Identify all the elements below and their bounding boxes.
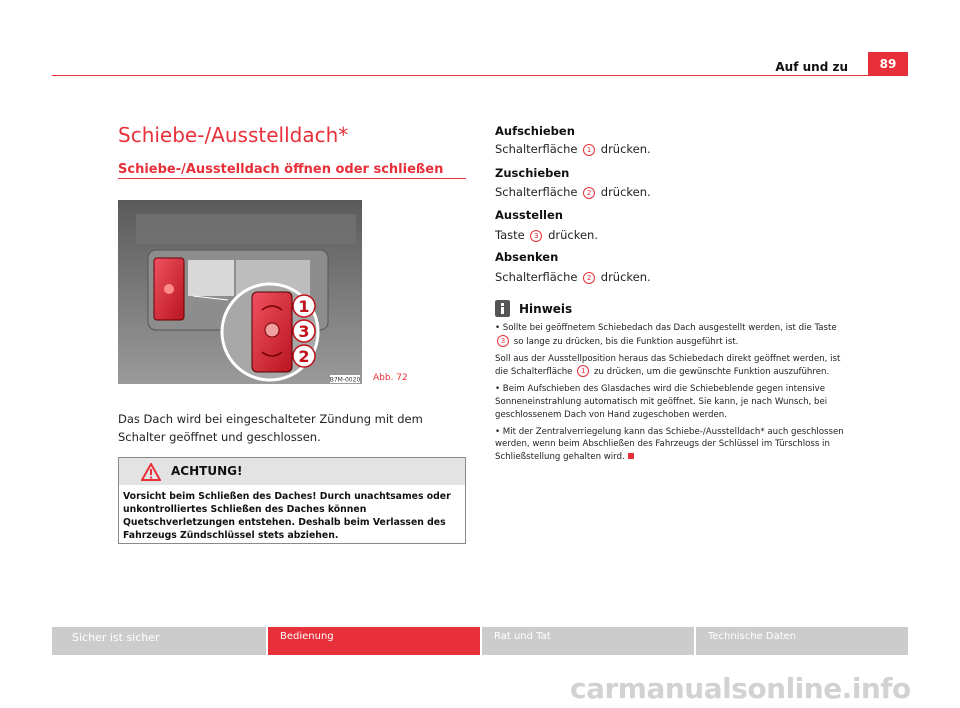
step-line-zuschieben (495, 185, 651, 199)
marker-2: 2 (583, 187, 595, 199)
warning-text: Vorsicht beim Schließen des Daches! Durch unachtsames oder unkontrolliertes Schließen des Daches können Quetschverletzungen entstehen. Deshalb beim Verlassen des Fahrzeugs Zündschlüssel stets abziehen. (123, 491, 451, 541)
marker-3: 3 (530, 230, 542, 242)
step-heading-zuschieben: Zuschieben (495, 166, 570, 180)
callout-3-label: 3 (298, 322, 310, 341)
marker-1: 1 (583, 144, 595, 156)
step-heading-absenken: Absenken (495, 250, 559, 264)
step-heading-ausstellen: Ausstellen (495, 208, 563, 222)
note-paragraph: • Beim Aufschieben des Glasdaches wird die Schiebeblende gegen intensive Sonneneinstrahlung automatisch mit geöffnet. Sie kann, je nach Wunsch, bei geschlossenem Dach von Hand zugeschoben werden. (495, 384, 828, 420)
step-text: drücken. (600, 142, 651, 156)
page-number: 89 (868, 52, 908, 76)
step-text: drücken. (548, 228, 598, 242)
step-text: Schalterfläche (495, 270, 578, 284)
marker-1: 1 (577, 365, 589, 377)
warning-box (118, 457, 466, 544)
step-text: drücken. (600, 185, 651, 199)
marker-3: 3 (497, 335, 509, 347)
warning-triangle-icon (141, 463, 161, 481)
figure-code-label: B7M-0020 (329, 376, 361, 384)
step-text: drücken. (600, 270, 651, 284)
note-text: zu drücken, um die gewünschte Funktion auszuführen. (593, 367, 830, 378)
step-text: Taste (495, 228, 525, 242)
note-text: • Mit der Zentralverriegelung kann das Schiebe-/Ausstelldach* auch geschlossen werden, wenn beim Abschließen des Fahrzeugs der Schlüssel im Türschloss in Schließstellung gehalten wird. (495, 426, 844, 463)
note-body (495, 322, 845, 468)
step-line-ausstellen (495, 228, 598, 242)
end-marker-icon (628, 453, 634, 459)
tab-bedienung[interactable]: Bedienung (268, 627, 480, 655)
note-paragraph (495, 426, 845, 464)
page-title: Schiebe-/Ausstelldach* (118, 123, 349, 147)
note-paragraph (495, 322, 845, 349)
header-rule (52, 75, 868, 76)
figure-caption: Abb. 72 (373, 373, 408, 383)
note-paragraph (495, 353, 845, 380)
callout-2-label: 2 (298, 347, 310, 366)
figure-roof-switch (118, 200, 362, 384)
tab-rat-und-tat[interactable]: Rat und Tat (482, 627, 694, 655)
step-line-absenken (495, 270, 651, 284)
step-line-aufschieben (495, 142, 651, 156)
chapter-title: Auf und zu (775, 60, 848, 74)
note-text: so lange zu drücken, bis die Funktion ausgeführt ist. (513, 336, 739, 347)
section-title: Schiebe-/Ausstelldach öffnen oder schließen (118, 162, 444, 177)
marker-2: 2 (583, 272, 595, 284)
step-text: Schalterfläche (495, 142, 578, 156)
step-text: Schalterfläche (495, 185, 578, 199)
note-text: Soll aus der Ausstellposition heraus das Schiebedach direkt geöffnet werden, ist die Schalterfläche (495, 353, 841, 378)
callout-1-label: 1 (298, 297, 310, 316)
tab-technische-daten[interactable]: Technische Daten (696, 627, 908, 655)
section-rule (118, 178, 466, 179)
roof-switch-illustration (118, 200, 362, 384)
tab-sicher-ist-sicher[interactable]: Sicher ist sicher (52, 627, 266, 655)
note-info-icon (495, 300, 510, 317)
note-text: • Sollte bei geöffnetem Schiebedach das Dach ausgestellt werden, ist die Taste (495, 323, 837, 333)
watermark: carmanualsonline.info (570, 672, 911, 705)
step-heading-aufschieben: Aufschieben (495, 124, 575, 138)
warning-title: ACHTUNG! (171, 464, 243, 478)
body-paragraph: Das Dach wird bei eingeschalteter Zündung mit dem Schalter geöffnet und geschlossen. (118, 412, 423, 444)
note-title: Hinweis (519, 302, 573, 316)
